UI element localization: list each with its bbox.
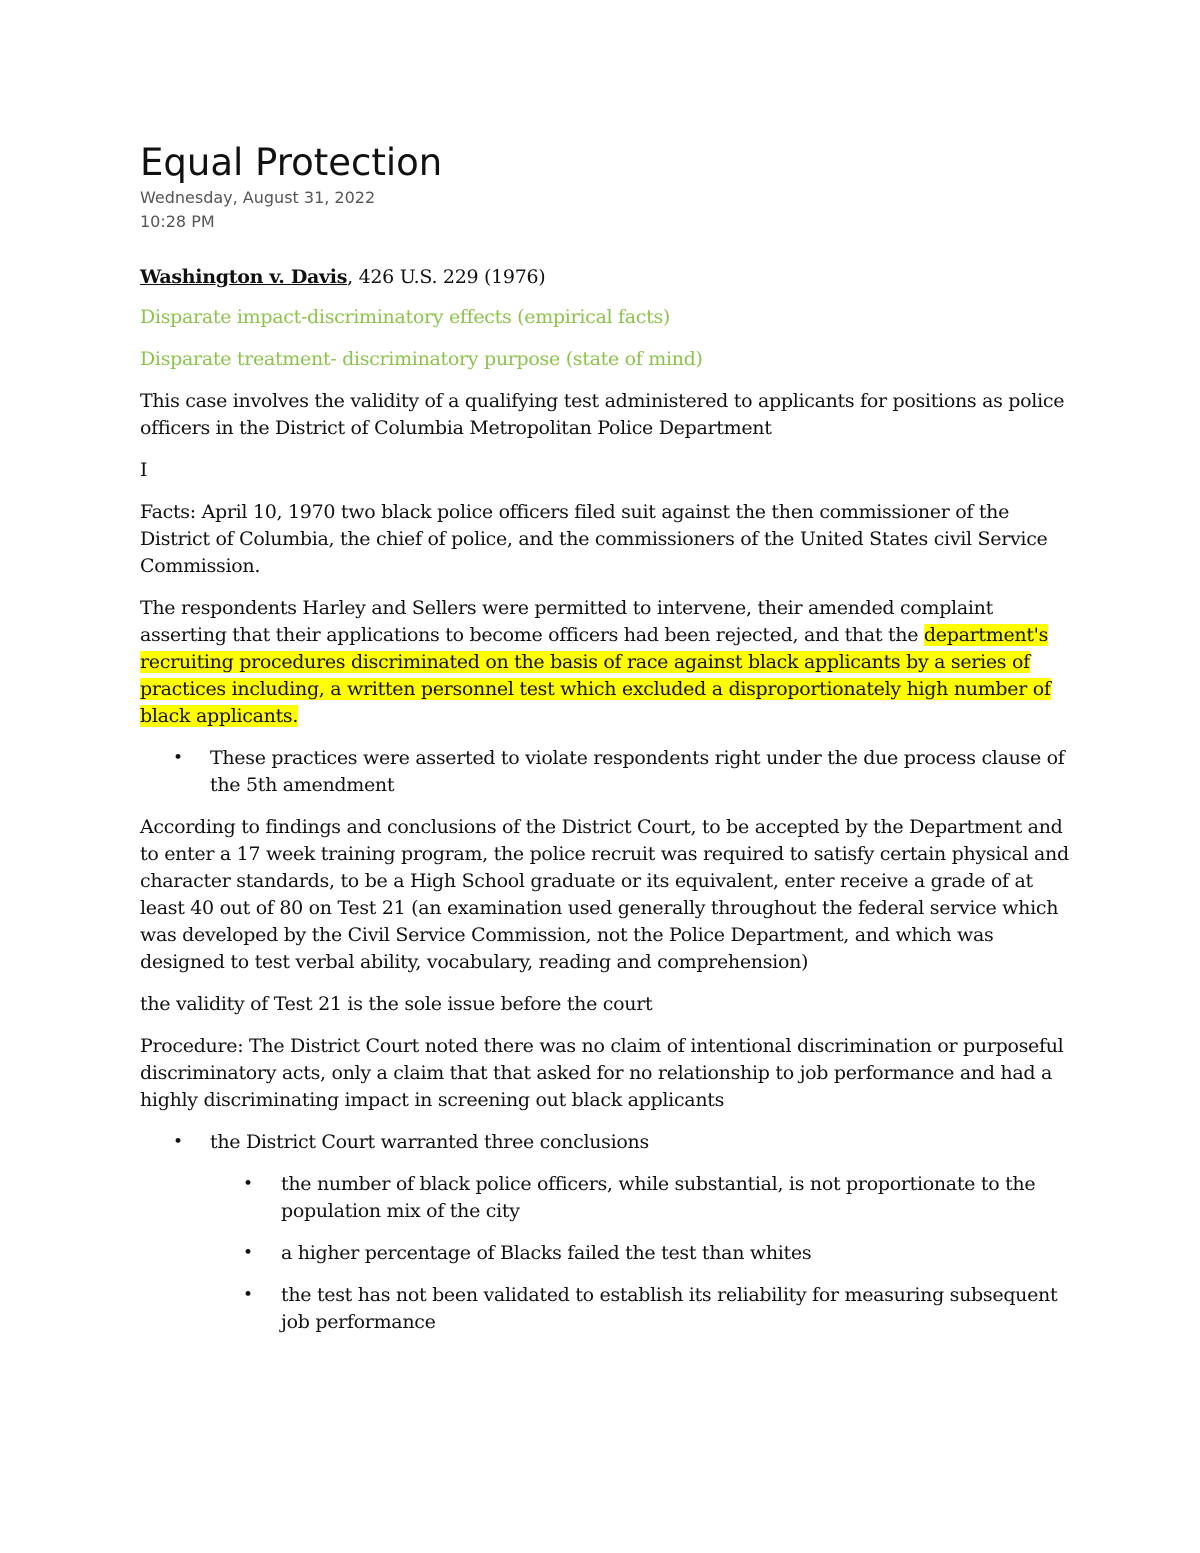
note-date: Wednesday, August 31, 2022 <box>140 188 376 207</box>
list-item <box>140 1129 1070 1156</box>
procedure-paragraph: Procedure: The District Court noted there was no claim of intentional discrimination or purposeful discriminatory acts, only a claim that that asked for no relationship to job performance and had a highly discriminating impact in screening out black applicants <box>140 1035 1064 1111</box>
note-time: 10:28 PM <box>140 212 215 231</box>
list-item <box>140 1240 1070 1267</box>
note-page <box>140 140 1070 1351</box>
case-citation: , 426 U.S. 229 (1976) <box>347 266 546 288</box>
due-process-list <box>140 745 1070 799</box>
bullet-icon: • <box>243 1174 253 1194</box>
conclusions-list <box>140 1129 1070 1156</box>
list-item-text: the test has not been validated to establish its reliability for measuring subsequent job performance <box>281 1284 1058 1333</box>
list-item <box>140 1282 1070 1336</box>
respondents-text: The respondents Harley and Sellers were permitted to intervene, their amended complaint asserting that their applications to become officers had been rejected, and that the <box>140 597 993 646</box>
facts-paragraph: Facts: April 10, 1970 two black police officers filed suit against the then commissioner of the District of Columbia, the chief of police, and the commissioners of the United States civil Service Commission. <box>140 501 1048 577</box>
case-heading <box>140 264 1070 291</box>
findings-paragraph: According to findings and conclusions of the District Court, to be accepted by the Department and to enter a 17 week training program, the police recruit was required to satisfy certain physical and character standards, to be a High School graduate or its equivalent, enter receive a grade of at least 40 out of 80 on Test 21 (an examination used generally throughout the federal service which was developed by the Civil Service Commission, not the Police Department, and which was designed to test verbal ability, vocabulary, reading and comprehension) <box>140 816 1069 973</box>
list-item-text: the number of black police officers, while substantial, is not proportionate to the population mix of the city <box>281 1173 1036 1222</box>
disparate-impact-line: Disparate impact-discriminatory effects (empirical facts) <box>140 306 671 328</box>
section-marker: I <box>140 459 148 481</box>
conclusions-sublist <box>140 1171 1070 1336</box>
intro-paragraph: This case involves the validity of a qualifying test administered to applicants for positions as police officers in the District of Columbia Metropolitan Police Department <box>140 390 1065 439</box>
highlighted-text: department's recruiting procedures discriminated on the basis of race against black applicants by a series of practices including, a written personnel test which excluded a disproportionately high number of black applicants. <box>140 624 1051 727</box>
page-title: Equal Protection <box>140 141 443 184</box>
bullet-icon: • <box>243 1285 253 1305</box>
bullet-icon: • <box>173 748 183 768</box>
list-item-text: a higher percentage of Blacks failed the test than whites <box>281 1242 812 1264</box>
case-name: Washington v. Davis <box>140 266 348 288</box>
disparate-treatment-line: Disparate treatment- discriminatory purpose (state of mind) <box>140 348 703 370</box>
list-item-text: These practices were asserted to violate respondents right under the due process clause of the 5th amendment <box>210 747 1065 796</box>
bullet-icon: • <box>173 1132 183 1152</box>
list-item <box>140 745 1070 799</box>
sole-issue-paragraph: the validity of Test 21 is the sole issue before the court <box>140 993 653 1015</box>
list-item-text: the District Court warranted three conclusions <box>210 1131 649 1153</box>
respondents-paragraph <box>140 595 1070 730</box>
list-item <box>140 1171 1070 1225</box>
bullet-icon: • <box>243 1243 253 1263</box>
